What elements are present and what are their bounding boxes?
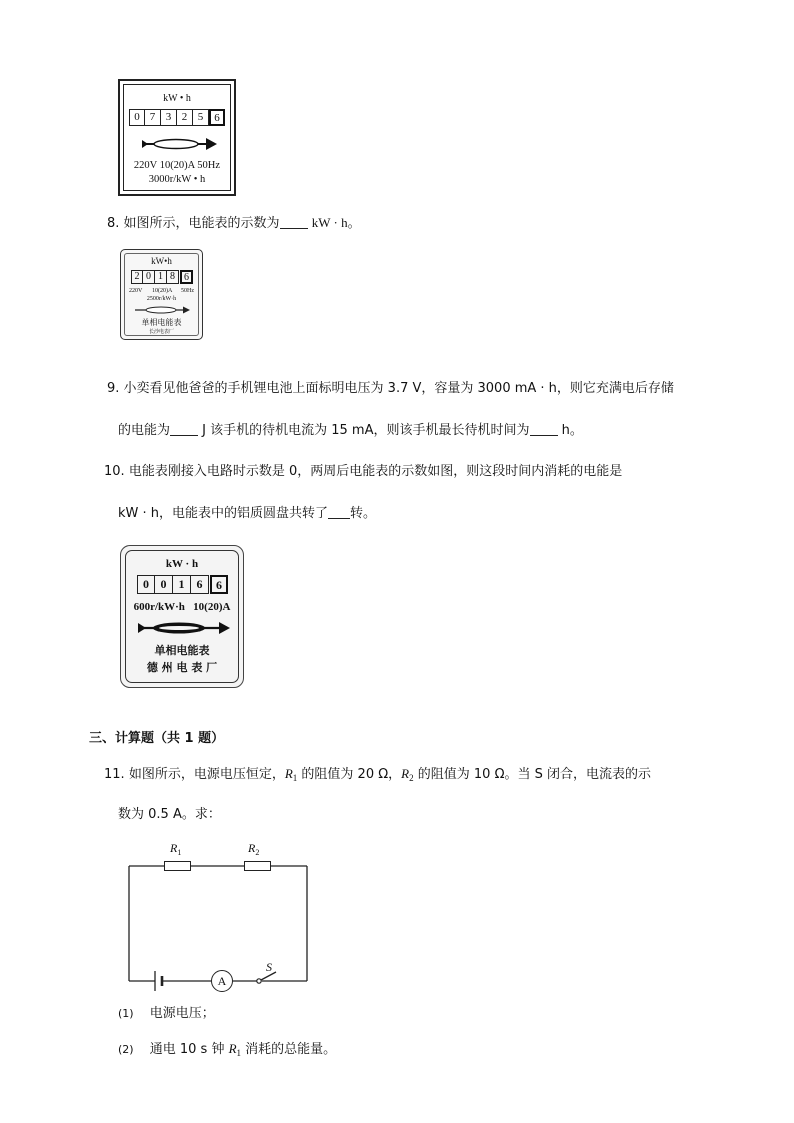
switch-label: S [266, 960, 272, 974]
meter-3-disc-arrow-icon [135, 619, 231, 637]
ammeter [211, 970, 233, 992]
meter-1-rating: 220V 10(20)A 50Hz [133, 160, 221, 171]
question-10-text: 转。 [350, 506, 377, 521]
r1-label-letter: R [170, 841, 178, 855]
sub-question-number: (2) [118, 1043, 134, 1056]
meter-2-digit: 6 [180, 270, 193, 284]
question-11-line-2: 数为 0.5 A。求： [118, 807, 221, 822]
meter-2-digit: 2 [131, 270, 143, 284]
r2-label-sub: 2 [255, 848, 260, 857]
question-9-text: 小奕看见他爸爸的手机锂电池上面标明电压为 3.7 V，容量为 3000 mA · h，则它充满电后存储 [123, 381, 674, 396]
meter-2-digit: 8 [167, 270, 179, 284]
question-9-text: J 该手机的待机电流为 15 mA，则该手机最长待机时间为 [202, 423, 530, 438]
answer-blank[interactable] [530, 422, 558, 436]
meter-2-digit: 0 [143, 270, 155, 284]
meter-2-spec-freq: 50Hz [181, 288, 194, 294]
meter-2-constant: 2500r/kW·h [146, 296, 177, 302]
meter-1-unit: kW • h [163, 93, 191, 104]
question-number: 8. [107, 216, 120, 231]
battery-icon [152, 969, 166, 993]
meter-2-unit: kW•h [151, 256, 172, 266]
meter-1-digit: 6 [209, 109, 225, 126]
meter-2-digit: 1 [155, 270, 167, 284]
meter-2-digits [131, 270, 193, 284]
r1-symbol: R [284, 766, 293, 781]
meter-3-maker: 德 州 电 表 厂 [146, 661, 218, 674]
question-number: 9. [107, 381, 120, 396]
sub-question-1 [118, 1005, 215, 1023]
meter-1-disc-arrow-icon [140, 136, 218, 152]
meter-3-name: 单相电能表 [154, 644, 210, 657]
question-10-text: kW · h，电能表中的铝质圆盘共转了 [118, 506, 329, 521]
question-8 [107, 214, 361, 233]
question-10-line-1 [104, 463, 622, 481]
meter-1-constant: 3000r/kW • h [148, 174, 206, 185]
question-9-line-1 [107, 380, 674, 398]
question-number: 11. [104, 767, 125, 782]
r2-subscript: 2 [409, 773, 414, 783]
sub-question-2 [118, 1040, 336, 1062]
sub-question-text: 消耗的总能量。 [241, 1042, 337, 1057]
meter-3-digit: 0 [155, 575, 173, 594]
meter-3-image [120, 545, 244, 688]
question-11-text: 的阻值为 20 Ω， [297, 767, 402, 782]
meter-1-digit: 5 [193, 109, 209, 126]
r2-symbol: R [401, 766, 410, 781]
meter-1-digit: 0 [129, 109, 145, 126]
question-11-line-1 [104, 765, 651, 787]
r1-symbol: R [228, 1041, 237, 1056]
meter-1-image [118, 79, 236, 196]
resistor-r2-label [248, 841, 259, 857]
question-number: 10. [104, 464, 125, 479]
question-10-text: 电能表刚接入电路时示数是 0，两周后电能表的示数如图，则这段时间内消耗的电能是 [128, 464, 623, 479]
meter-1-digit: 3 [161, 109, 177, 126]
meter-3-unit: kW · h [165, 558, 199, 570]
question-10-line-2 [118, 505, 376, 523]
question-9-text: h。 [561, 423, 583, 438]
meter-2-spec-voltage: 220V [129, 288, 143, 294]
meter-2-image [120, 249, 203, 340]
question-11-text: 如图所示，电源电压恒定， [128, 767, 285, 782]
circuit-diagram [120, 838, 320, 998]
answer-blank[interactable] [170, 422, 198, 436]
sub-question-text: 通电 10 s 钟 [149, 1042, 229, 1057]
meter-3-digits [137, 575, 228, 594]
question-8-text: 如图所示，电能表的示数为 [123, 216, 280, 231]
meter-3-spec: 600r/kW·h 10(20)A [133, 601, 231, 613]
sub-question-text: 电源电压； [149, 1006, 215, 1021]
resistor-r1-label [170, 841, 181, 857]
r2-label-letter: R [248, 841, 256, 855]
answer-blank[interactable] [280, 215, 308, 229]
meter-2-maker: 长沙电表厂 [148, 329, 174, 335]
meter-3-digit: 6 [210, 575, 228, 594]
resistor-r2 [244, 861, 271, 871]
meter-3-digit: 0 [137, 575, 155, 594]
r1-subscript: 1 [292, 773, 298, 783]
sub-question-number: (1) [118, 1007, 134, 1020]
r1-subscript: 1 [236, 1048, 242, 1058]
question-11-text: 的阻值为 10 Ω。当 S 闭合，电流表的示 [413, 767, 652, 782]
question-9-line-2 [118, 422, 583, 440]
question-8-unit: kW · h。 [311, 215, 361, 230]
section-title: 三、计算题（共 1 题） [89, 731, 225, 746]
ammeter-label: A [217, 974, 227, 988]
meter-1-digit: 2 [177, 109, 193, 126]
meter-3-digit: 1 [173, 575, 191, 594]
meter-2-spec-current: 10(20)A [152, 288, 173, 294]
r1-label-sub: 1 [177, 848, 182, 857]
meter-1-digit: 7 [145, 109, 161, 126]
resistor-r1 [164, 861, 191, 871]
answer-blank[interactable] [328, 505, 350, 519]
meter-2-name: 单相电能表 [141, 318, 182, 327]
meter-1-digits [129, 109, 225, 126]
meter-2-disc-arrow-icon [133, 305, 191, 315]
meter-3-digit: 6 [191, 575, 209, 594]
question-9-text: 的电能为 [118, 423, 171, 438]
